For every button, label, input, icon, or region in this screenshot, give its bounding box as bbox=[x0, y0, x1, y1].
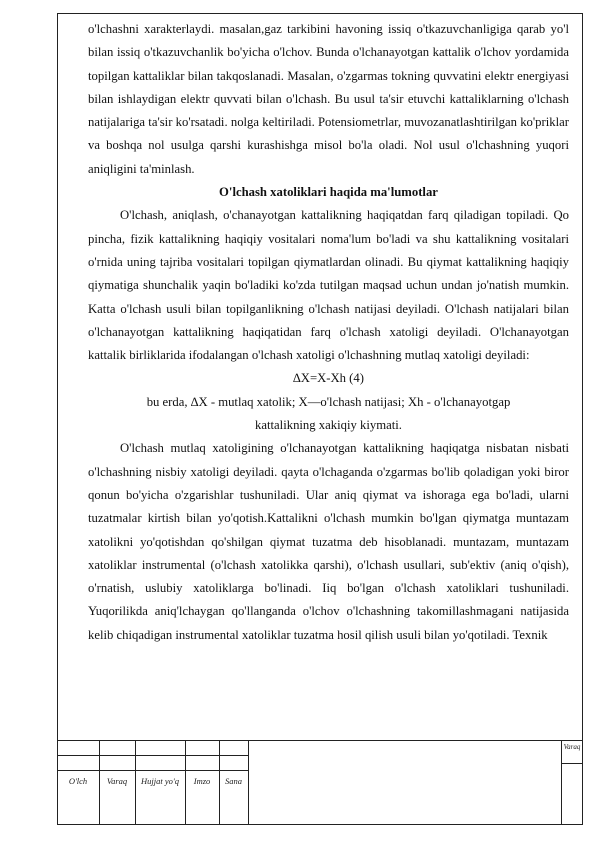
stamp-label-imzo: Imzo bbox=[193, 776, 211, 786]
paragraph-2: O'lchash, aniqlash, o'chanayotgan kattalikning haqiqatdan farq qiladigan topiladi. Qo pincha, fizik kattalikning haqiqiy vositalari noma'lum bo'ladi va shu kattalikning vositalari o'rnida uning tajriba vositalari topilgan qiymatlardan olinadi. Bu qiymat kattalikning haqiqiy qiymatiga shunchalik yaqin bo'ladiki ko'zda tutilgan maqsad uchun undan jo'natish mumkin. Katta o'lchash usuli bilan topilganlikning o'lchash natijasi deyiladi. O'lchash natijalari bilan o'lchanayotgan kattalikning haqiqatidan farq o'lchash xatoligi deyiladi. O'lchanayotgan kattalik birliklarida ifodalangan o'lchash xatoligi o'lchashning mutlaq xatoligi deyiladi: bbox=[88, 208, 569, 363]
stamp-sheet-label: Varaq bbox=[563, 743, 581, 751]
stamp-label-hujjat: Hujjat yo'q bbox=[141, 776, 179, 786]
stamp-label-sana: Sana bbox=[225, 776, 242, 786]
formula-explanation-1: bu erda, ∆X - mutlaq xatolik; X—o'lchash natijasi; Xh - o'lchanayotgap bbox=[146, 394, 511, 409]
paragraph-3: O'lchash mutlaq xatoligining o'lchanayotgan kattalikning haqiqatga nisbatan nisbati o'lchashning nisbiy xatoligi deyiladi. qayta o'lchaganda o'zgarmas bo'lib qoladigan yoki biror qonun bo'yicha o'zgarishlar tushuniladi. Ular aniq qiymat va ishoraga ega bo'ladi, ularni tuzatmalar kirtish bilan yo'qotish.Kattalikni o'lchash mumkin bo'lgan qiymatga muntazam xatolikni yo'qotishdan qo'shilgan qiymat tuzatma deb hisoblanadi. muntazam, muntazam xatoliklar instrumental (o'lchash xatolikka qarshi), o'lchash usullari, sub'ektiv (aniq o'qish), o'rnatish, uslubiy xatoliklarga bo'linadi. Iiq bo'lgan o'lchash xatoliklari tushuniladi. Yuqorilikda aniq'lchaygan qo'llanganda o'lchov o'lchashning takomillashmagani natijasida kelib chiqadigan instrumental xatoliklar tuzatma hosil qilish usuli bilan yo'qotiladi. Texnik bbox=[88, 441, 569, 642]
paragraph-1: o'lchashni xarakterlaydi. masalan,gaz tarkibini havoning issiq o'tkazuvchanligiga qarab yo'l bilan issiq o'tkazuvchanlik bo'yicha o'lchov. Bunda o'lchanayotgan kattalik o'lchov yordamida topilgan kattaliklar bilan takqoslanadi. Masalan, o'zgarmas tokning quvvatini elektr energiyasi bilan ishlaydigan elektr quvvati bilan o'lchash. Bu usul ta'sir etuvchi kattaliklarning o'lchash natijalariga ta'sir ko'rsatadi. nolga keltiriladi. Potensiometrlar, muvozanatlashtirilgan ko'priklar va boshqa nol usulga qarshi kurashishga misol bo'la oladi. Nol usul o'lchashning yuqori aniqligini ta'minlash. bbox=[88, 22, 569, 176]
title-block bbox=[57, 740, 583, 825]
formula: ∆X=X-Xh (4) bbox=[293, 371, 364, 386]
stamp-label-olch: O'lch bbox=[68, 776, 88, 786]
document-body bbox=[88, 18, 569, 647]
stamp-label-varaq: Varaq bbox=[106, 776, 128, 786]
section-heading: O'lchash xatoliklari haqida ma'lumotlar bbox=[219, 185, 438, 200]
formula-explanation-2: kattalikning xakiqiy kiymati. bbox=[255, 418, 402, 433]
